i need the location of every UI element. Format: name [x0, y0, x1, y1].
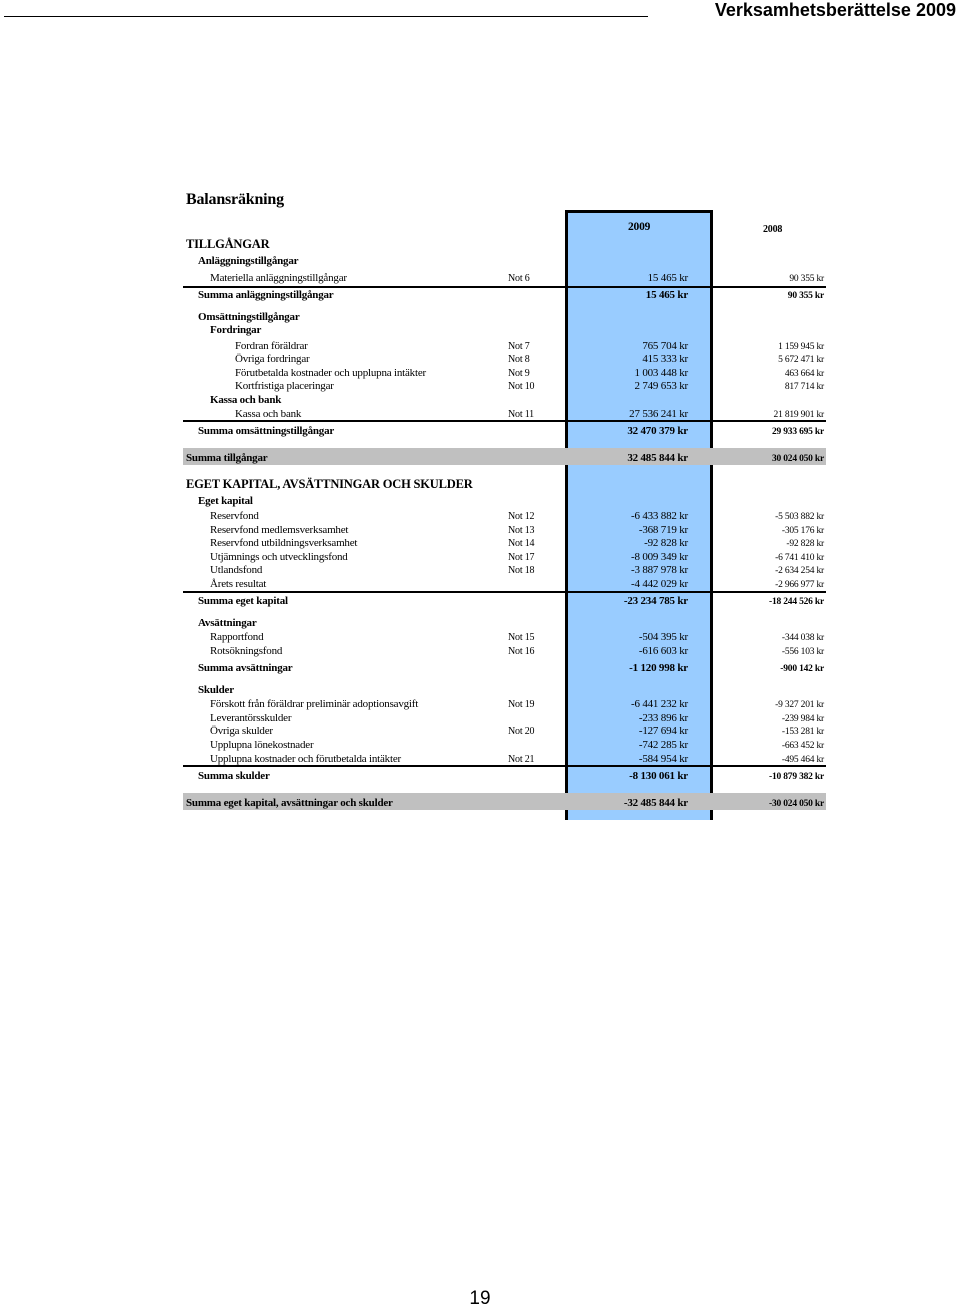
rule-fixed-assets	[183, 286, 826, 288]
equity-liabilities-heading: EGET KAPITAL, AVSÄTTNINGAR OCH SKULDER	[186, 477, 473, 491]
row-label: Avsättningar	[198, 617, 257, 629]
value-2008: 90 355 kr	[789, 274, 824, 284]
value-2008: 21 819 901 kr	[773, 410, 824, 420]
value-2009: -504 395 kr	[638, 631, 688, 643]
value-2009: -616 603 kr	[638, 645, 688, 657]
value-2008: -18 244 526 kr	[769, 597, 824, 607]
value-2008: -344 038 kr	[781, 633, 824, 643]
row-note: Not 14	[508, 538, 535, 549]
value-2008: 90 355 kr	[787, 291, 824, 301]
row-label: Reservfond medlemsverksamhet	[210, 524, 349, 536]
row-label: Förskott från föräldrar preliminär adoptionsavgift	[210, 698, 419, 710]
value-2009: -6 433 882 kr	[631, 510, 688, 522]
value-2008: -92 828 kr	[786, 539, 824, 549]
row-note: Not 11	[508, 409, 534, 420]
row-note: Not 8	[508, 354, 530, 365]
row-note: Not 13	[508, 525, 535, 536]
row-note: Not 19	[508, 699, 535, 710]
value-2009: -127 694 kr	[638, 725, 688, 737]
value-2008: 1 159 945 kr	[778, 342, 824, 352]
page-number: 19	[469, 1288, 491, 1309]
value-2009: 15 465 kr	[645, 289, 688, 301]
row-label: Leverantörsskulder	[210, 712, 292, 724]
value-2009: -3 887 978 kr	[631, 564, 688, 576]
value-2009: -23 234 785 kr	[623, 595, 688, 607]
value-2008: 29 933 695 kr	[771, 427, 824, 437]
value-2008: -2 966 977 kr	[775, 580, 824, 590]
row-label: Förutbetalda kostnader och upplupna intäkter	[235, 367, 426, 379]
row-note: Not 18	[508, 565, 535, 576]
value-2009: 765 704 kr	[642, 340, 688, 352]
row-label: Summa anläggningstillgångar	[198, 289, 334, 301]
value-2009: -4 442 029 kr	[631, 578, 688, 590]
row-note: Not 20	[508, 726, 535, 737]
row-label: Fordringar	[210, 324, 262, 336]
value-2008: -900 142 kr	[780, 664, 824, 674]
row-label: Rotsökningsfond	[210, 645, 283, 657]
value-2009: 1 003 448 kr	[634, 367, 688, 379]
row-note: Not 16	[508, 646, 535, 657]
row-label: Materiella anläggningstillgångar	[210, 272, 347, 284]
value-2009: -368 719 kr	[638, 524, 688, 536]
row-label: Summa omsättningstillgångar	[198, 425, 335, 437]
value-2008: -9 327 201 kr	[775, 700, 824, 710]
row-note: Not 7	[508, 341, 530, 352]
year-2008-header: 2008	[763, 224, 783, 235]
row-note: Not 9	[508, 368, 530, 379]
row-note: Not 15	[508, 632, 535, 643]
row-label: Utjämnings och utvecklingsfond	[210, 551, 348, 563]
value-2008: -663 452 kr	[781, 741, 824, 751]
value-2009: 32 470 379 kr	[627, 425, 688, 437]
row-label: Kassa och bank	[210, 394, 282, 406]
row-label: Årets resultat	[210, 578, 267, 590]
balance-title: Balansräkning	[186, 191, 284, 208]
row-label: Anläggningstillgångar	[198, 255, 299, 267]
value-2009: 15 465 kr	[647, 272, 688, 284]
value-2009: -742 285 kr	[638, 739, 688, 751]
value-2008: -239 984 kr	[781, 714, 824, 724]
row-label: Summa skulder	[198, 770, 270, 782]
row-note: Not 10	[508, 381, 535, 392]
row-label: Fordran föräldrar	[235, 340, 308, 352]
value-2008: -30 024 050 kr	[769, 799, 824, 809]
value-2008: -2 634 254 kr	[775, 566, 824, 576]
value-2009: 2 749 653 kr	[634, 380, 688, 392]
value-2009: -1 120 998 kr	[629, 662, 688, 674]
row-label: Upplupna lönekostnader	[210, 739, 314, 751]
total-assets-bar	[183, 448, 826, 465]
row-label: Omsättningstillgångar	[198, 311, 300, 323]
value-2009: -8 009 349 kr	[631, 551, 688, 563]
value-2008: 817 714 kr	[784, 382, 824, 392]
value-2008: -495 464 kr	[781, 755, 824, 765]
rule-equity	[183, 591, 826, 593]
value-2009: 32 485 844 kr	[627, 452, 688, 464]
row-note: Not 17	[508, 552, 535, 563]
row-label: Reservfond utbildningsverksamhet	[210, 537, 358, 549]
value-2009: -233 896 kr	[638, 712, 688, 724]
value-2009: 27 536 241 kr	[629, 408, 688, 420]
row-label: Upplupna kostnader och förutbetalda intäkter	[210, 753, 401, 765]
value-2008: 5 672 471 kr	[778, 355, 824, 365]
value-2008: 30 024 050 kr	[771, 454, 824, 464]
row-note: Not 6	[508, 273, 530, 284]
value-2008: -305 176 kr	[781, 526, 824, 536]
value-2008: 463 664 kr	[784, 369, 824, 379]
value-2009: -92 828 kr	[644, 537, 688, 549]
row-note: Not 21	[508, 754, 535, 765]
value-2009: 415 333 kr	[642, 353, 688, 365]
value-2009: -8 130 061 kr	[629, 770, 688, 782]
row-label: Summa tillgångar	[186, 452, 268, 464]
value-2009: -32 485 844 kr	[623, 797, 688, 809]
row-label: Skulder	[198, 684, 234, 696]
row-label: Reservfond	[210, 510, 259, 522]
value-2008: -6 741 410 kr	[775, 553, 824, 563]
row-label: Utlandsfond	[210, 564, 263, 576]
row-label: Övriga fordringar	[235, 353, 310, 365]
value-2008: -153 281 kr	[781, 727, 824, 737]
value-2008: -10 879 382 kr	[769, 772, 824, 782]
row-label: Kortfristiga placeringar	[235, 380, 334, 392]
value-2009: -6 441 232 kr	[631, 698, 688, 710]
row-label: Summa eget kapital, avsättningar och skulder	[186, 797, 393, 809]
row-label: Rapportfond	[210, 631, 264, 643]
year-2009-header: 2009	[628, 221, 651, 233]
row-label: Övriga skulder	[210, 725, 273, 737]
value-2008: -5 503 882 kr	[775, 512, 824, 522]
row-note: Not 12	[508, 511, 535, 522]
row-label: Summa avsättningar	[198, 662, 293, 674]
row-label: Kassa och bank	[235, 408, 302, 420]
document-header-title: Verksamhetsberättelse 2009	[714, 0, 956, 20]
row-label: Eget kapital	[198, 495, 253, 507]
row-label: Summa eget kapital	[198, 595, 288, 607]
value-2009: -584 954 kr	[638, 753, 688, 765]
assets-heading: TILLGÅNGAR	[186, 237, 270, 251]
value-2008: -556 103 kr	[781, 647, 824, 657]
